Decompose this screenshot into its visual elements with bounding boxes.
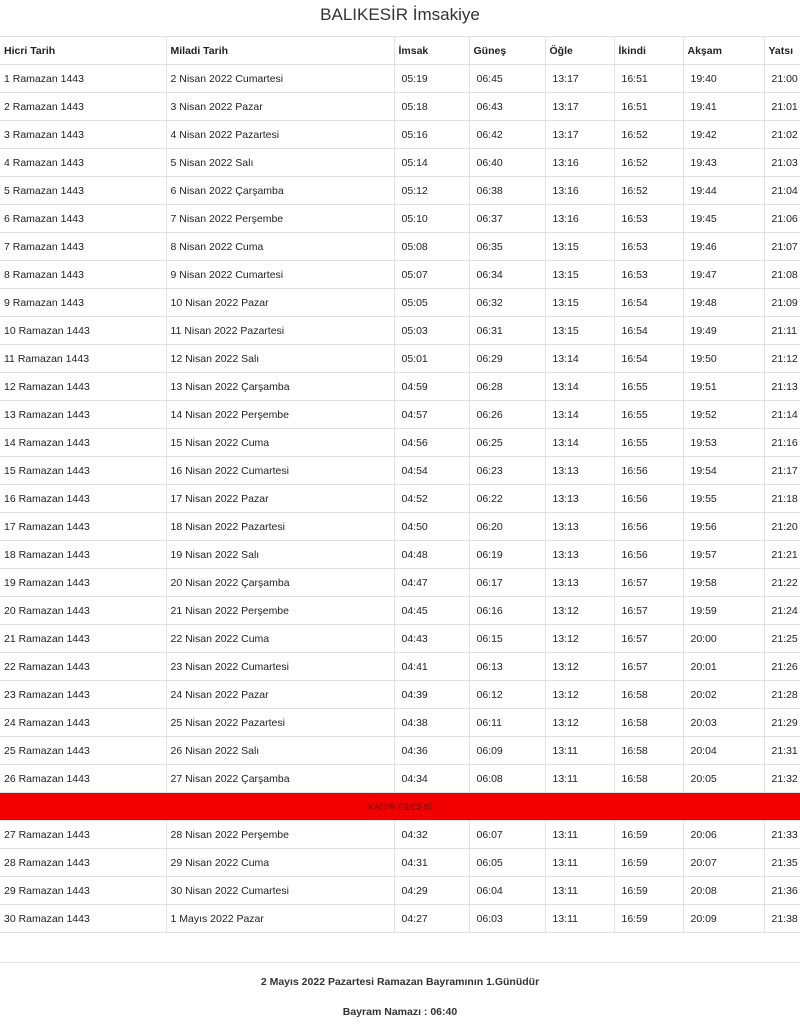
cell-hicri-tarih: 8 Ramazan 1443 [0,261,166,289]
table-row [0,877,800,905]
cell-gunes: 06:20 [469,513,545,541]
cell-ogle: 13:14 [545,401,614,429]
cell-aksam: 19:41 [683,93,764,121]
cell-miladi-tarih: 3 Nisan 2022 Pazar [166,93,394,121]
cell-yatsi: 21:32 [764,765,800,793]
cell-ogle: 13:15 [545,289,614,317]
cell-hicri-tarih: 18 Ramazan 1443 [0,541,166,569]
cell-ikindi: 16:52 [614,121,683,149]
table-row [0,205,800,233]
cell-ogle: 13:12 [545,681,614,709]
cell-hicri-tarih: 5 Ramazan 1443 [0,177,166,205]
cell-yatsi: 21:20 [764,513,800,541]
cell-ikindi: 16:56 [614,513,683,541]
cell-hicri-tarih: 21 Ramazan 1443 [0,625,166,653]
cell-miladi-tarih: 16 Nisan 2022 Cumartesi [166,457,394,485]
cell-miladi-tarih: 10 Nisan 2022 Pazar [166,289,394,317]
cell-hicri-tarih: 15 Ramazan 1443 [0,457,166,485]
table-row [0,373,800,401]
cell-hicri-tarih: 19 Ramazan 1443 [0,569,166,597]
cell-hicri-tarih: 16 Ramazan 1443 [0,485,166,513]
cell-aksam: 20:06 [683,821,764,849]
cell-ikindi: 16:55 [614,429,683,457]
cell-miladi-tarih: 6 Nisan 2022 Çarşamba [166,177,394,205]
cell-gunes: 06:04 [469,877,545,905]
cell-miladi-tarih: 5 Nisan 2022 Salı [166,149,394,177]
cell-imsak: 05:05 [394,289,469,317]
cell-aksam: 19:48 [683,289,764,317]
cell-yatsi: 21:06 [764,205,800,233]
cell-ikindi: 16:59 [614,905,683,933]
cell-ikindi: 16:58 [614,681,683,709]
cell-yatsi: 21:09 [764,289,800,317]
cell-ikindi: 16:59 [614,849,683,877]
cell-gunes: 06:38 [469,177,545,205]
cell-hicri-tarih: 6 Ramazan 1443 [0,205,166,233]
cell-aksam: 19:49 [683,317,764,345]
cell-aksam: 19:44 [683,177,764,205]
table-row [0,709,800,737]
cell-yatsi: 21:02 [764,121,800,149]
kadir-gecesi-row [0,793,800,821]
cell-aksam: 19:47 [683,261,764,289]
cell-hicri-tarih: 26 Ramazan 1443 [0,765,166,793]
cell-hicri-tarih: 28 Ramazan 1443 [0,849,166,877]
cell-imsak: 04:31 [394,849,469,877]
cell-imsak: 04:43 [394,625,469,653]
cell-imsak: 04:50 [394,513,469,541]
cell-yatsi: 21:25 [764,625,800,653]
cell-ikindi: 16:57 [614,625,683,653]
cell-hicri-tarih: 14 Ramazan 1443 [0,429,166,457]
cell-ikindi: 16:57 [614,569,683,597]
table-row [0,737,800,765]
table-row [0,429,800,457]
cell-aksam: 19:45 [683,205,764,233]
cell-hicri-tarih: 25 Ramazan 1443 [0,737,166,765]
cell-imsak: 04:41 [394,653,469,681]
cell-imsak: 04:38 [394,709,469,737]
cell-aksam: 20:02 [683,681,764,709]
cell-miladi-tarih: 13 Nisan 2022 Çarşamba [166,373,394,401]
cell-ikindi: 16:51 [614,65,683,93]
cell-ikindi: 16:53 [614,205,683,233]
cell-aksam: 19:59 [683,597,764,625]
cell-ogle: 13:14 [545,345,614,373]
cell-gunes: 06:12 [469,681,545,709]
cell-gunes: 06:29 [469,345,545,373]
cell-gunes: 06:05 [469,849,545,877]
cell-ogle: 13:14 [545,429,614,457]
cell-yatsi: 21:21 [764,541,800,569]
table-body [0,65,800,793]
cell-ikindi: 16:52 [614,177,683,205]
table-row [0,401,800,429]
column-header-miladi-tarih: Miladi Tarih [166,37,394,65]
cell-hicri-tarih: 9 Ramazan 1443 [0,289,166,317]
table-row [0,93,800,121]
cell-aksam: 19:53 [683,429,764,457]
cell-gunes: 06:08 [469,765,545,793]
cell-gunes: 06:43 [469,93,545,121]
cell-hicri-tarih: 7 Ramazan 1443 [0,233,166,261]
cell-yatsi: 21:13 [764,373,800,401]
imsakiye-table [0,36,800,933]
cell-gunes: 06:19 [469,541,545,569]
cell-gunes: 06:25 [469,429,545,457]
cell-gunes: 06:09 [469,737,545,765]
cell-imsak: 05:14 [394,149,469,177]
cell-gunes: 06:28 [469,373,545,401]
cell-gunes: 06:16 [469,597,545,625]
cell-gunes: 06:34 [469,261,545,289]
cell-ogle: 13:12 [545,653,614,681]
cell-ogle: 13:11 [545,821,614,849]
cell-imsak: 04:57 [394,401,469,429]
cell-aksam: 20:01 [683,653,764,681]
cell-miladi-tarih: 19 Nisan 2022 Salı [166,541,394,569]
cell-aksam: 19:51 [683,373,764,401]
bayram-namazi: Bayram Namazı : 06:40 [342,1006,458,1018]
cell-imsak: 04:56 [394,429,469,457]
cell-ikindi: 16:53 [614,233,683,261]
cell-ogle: 13:11 [545,849,614,877]
cell-hicri-tarih: 17 Ramazan 1443 [0,513,166,541]
cell-miladi-tarih: 28 Nisan 2022 Perşembe [166,821,394,849]
cell-imsak: 04:29 [394,877,469,905]
cell-gunes: 06:22 [469,485,545,513]
cell-ikindi: 16:51 [614,93,683,121]
cell-ikindi: 16:53 [614,261,683,289]
table-row [0,289,800,317]
cell-miladi-tarih: 14 Nisan 2022 Perşembe [166,401,394,429]
cell-ogle: 13:11 [545,737,614,765]
cell-ogle: 13:16 [545,177,614,205]
cell-ogle: 13:11 [545,905,614,933]
cell-gunes: 06:42 [469,121,545,149]
cell-yatsi: 21:12 [764,345,800,373]
cell-gunes: 06:31 [469,317,545,345]
cell-yatsi: 21:07 [764,233,800,261]
cell-yatsi: 21:33 [764,821,800,849]
cell-ikindi: 16:54 [614,317,683,345]
table-row [0,513,800,541]
cell-miladi-tarih: 29 Nisan 2022 Cuma [166,849,394,877]
cell-hicri-tarih: 22 Ramazan 1443 [0,653,166,681]
cell-aksam: 19:46 [683,233,764,261]
cell-ogle: 13:16 [545,205,614,233]
column-header-gunes: Güneş [469,37,545,65]
cell-imsak: 05:16 [394,121,469,149]
cell-hicri-tarih: 27 Ramazan 1443 [0,821,166,849]
cell-yatsi: 21:29 [764,709,800,737]
cell-aksam: 20:04 [683,737,764,765]
cell-aksam: 20:05 [683,765,764,793]
table-row [0,905,800,933]
cell-ikindi: 16:56 [614,457,683,485]
cell-ikindi: 16:55 [614,401,683,429]
cell-yatsi: 21:00 [764,65,800,93]
cell-ogle: 13:14 [545,373,614,401]
cell-ogle: 13:17 [545,121,614,149]
cell-yatsi: 21:38 [764,905,800,933]
cell-imsak: 05:08 [394,233,469,261]
table-row [0,261,800,289]
cell-ogle: 13:12 [545,597,614,625]
cell-yatsi: 21:36 [764,877,800,905]
cell-yatsi: 21:14 [764,401,800,429]
column-header-yatsi: Yatsı [764,37,800,65]
cell-ogle: 13:13 [545,485,614,513]
cell-hicri-tarih: 20 Ramazan 1443 [0,597,166,625]
cell-imsak: 05:10 [394,205,469,233]
cell-ikindi: 16:55 [614,373,683,401]
cell-hicri-tarih: 13 Ramazan 1443 [0,401,166,429]
cell-gunes: 06:17 [469,569,545,597]
table-row [0,65,800,93]
table-row [0,177,800,205]
cell-yatsi: 21:31 [764,737,800,765]
cell-gunes: 06:11 [469,709,545,737]
cell-yatsi: 21:08 [764,261,800,289]
table-row [0,625,800,653]
cell-hicri-tarih: 30 Ramazan 1443 [0,905,166,933]
cell-ikindi: 16:54 [614,345,683,373]
cell-miladi-tarih: 9 Nisan 2022 Cumartesi [166,261,394,289]
cell-hicri-tarih: 11 Ramazan 1443 [0,345,166,373]
table-row [0,653,800,681]
cell-ogle: 13:11 [545,877,614,905]
cell-ogle: 13:12 [545,625,614,653]
cell-yatsi: 21:22 [764,569,800,597]
cell-aksam: 20:09 [683,905,764,933]
cell-imsak: 05:01 [394,345,469,373]
cell-ogle: 13:13 [545,541,614,569]
table-row [0,849,800,877]
cell-gunes: 06:40 [469,149,545,177]
cell-miladi-tarih: 18 Nisan 2022 Pazartesi [166,513,394,541]
cell-imsak: 05:03 [394,317,469,345]
cell-miladi-tarih: 12 Nisan 2022 Salı [166,345,394,373]
cell-miladi-tarih: 27 Nisan 2022 Çarşamba [166,765,394,793]
cell-yatsi: 21:16 [764,429,800,457]
cell-gunes: 06:23 [469,457,545,485]
cell-aksam: 19:52 [683,401,764,429]
cell-hicri-tarih: 12 Ramazan 1443 [0,373,166,401]
column-header-ikindi: İkindi [614,37,683,65]
cell-miladi-tarih: 17 Nisan 2022 Pazar [166,485,394,513]
cell-ikindi: 16:58 [614,709,683,737]
cell-ogle: 13:12 [545,709,614,737]
cell-hicri-tarih: 4 Ramazan 1443 [0,149,166,177]
cell-ikindi: 16:52 [614,149,683,177]
cell-miladi-tarih: 11 Nisan 2022 Pazartesi [166,317,394,345]
cell-aksam: 20:03 [683,709,764,737]
table-row [0,541,800,569]
cell-miladi-tarih: 7 Nisan 2022 Perşembe [166,205,394,233]
cell-miladi-tarih: 2 Nisan 2022 Cumartesi [166,65,394,93]
cell-gunes: 06:37 [469,205,545,233]
cell-hicri-tarih: 24 Ramazan 1443 [0,709,166,737]
cell-gunes: 06:32 [469,289,545,317]
cell-ogle: 13:15 [545,317,614,345]
cell-aksam: 20:00 [683,625,764,653]
cell-aksam: 19:58 [683,569,764,597]
cell-imsak: 04:52 [394,485,469,513]
cell-ogle: 13:17 [545,65,614,93]
cell-miladi-tarih: 20 Nisan 2022 Çarşamba [166,569,394,597]
cell-hicri-tarih: 3 Ramazan 1443 [0,121,166,149]
cell-imsak: 04:39 [394,681,469,709]
table-row [0,233,800,261]
cell-miladi-tarih: 23 Nisan 2022 Cumartesi [166,653,394,681]
cell-imsak: 05:12 [394,177,469,205]
cell-gunes: 06:13 [469,653,545,681]
cell-ogle: 13:13 [545,513,614,541]
cell-aksam: 20:07 [683,849,764,877]
table-row [0,457,800,485]
page-title: BALIKESİR İmsakiye [320,5,480,24]
cell-ikindi: 16:57 [614,597,683,625]
column-header-ogle: Öğle [545,37,614,65]
cell-aksam: 19:42 [683,121,764,149]
cell-yatsi: 21:04 [764,177,800,205]
cell-ikindi: 16:57 [614,653,683,681]
cell-miladi-tarih: 15 Nisan 2022 Cuma [166,429,394,457]
bayram-note: 2 Mayıs 2022 Pazartesi Ramazan Bayramının 1.Günüdür [260,976,540,988]
table-row [0,121,800,149]
cell-ikindi: 16:54 [614,289,683,317]
cell-aksam: 19:50 [683,345,764,373]
table-row [0,485,800,513]
cell-miladi-tarih: 30 Nisan 2022 Cumartesi [166,877,394,905]
cell-ogle: 13:16 [545,149,614,177]
cell-miladi-tarih: 22 Nisan 2022 Cuma [166,625,394,653]
table-row [0,345,800,373]
cell-yatsi: 21:03 [764,149,800,177]
cell-ogle: 13:13 [545,569,614,597]
cell-imsak: 05:19 [394,65,469,93]
cell-miladi-tarih: 26 Nisan 2022 Salı [166,737,394,765]
cell-aksam: 20:08 [683,877,764,905]
cell-yatsi: 21:26 [764,653,800,681]
cell-hicri-tarih: 23 Ramazan 1443 [0,681,166,709]
cell-gunes: 06:15 [469,625,545,653]
cell-imsak: 04:59 [394,373,469,401]
cell-imsak: 04:47 [394,569,469,597]
cell-hicri-tarih: 2 Ramazan 1443 [0,93,166,121]
cell-ikindi: 16:59 [614,821,683,849]
cell-ogle: 13:17 [545,93,614,121]
table-row [0,821,800,849]
cell-hicri-tarih: 1 Ramazan 1443 [0,65,166,93]
cell-imsak: 04:32 [394,821,469,849]
cell-imsak: 04:27 [394,905,469,933]
table-row [0,317,800,345]
cell-yatsi: 21:28 [764,681,800,709]
cell-imsak: 04:45 [394,597,469,625]
cell-ikindi: 16:59 [614,877,683,905]
cell-imsak: 04:48 [394,541,469,569]
cell-imsak: 04:34 [394,765,469,793]
cell-miladi-tarih: 25 Nisan 2022 Pazartesi [166,709,394,737]
cell-yatsi: 21:35 [764,849,800,877]
cell-hicri-tarih: 29 Ramazan 1443 [0,877,166,905]
cell-gunes: 06:03 [469,905,545,933]
cell-aksam: 19:54 [683,457,764,485]
kadir-gecesi-section [0,793,800,821]
table-row [0,569,800,597]
table-row [0,597,800,625]
cell-ogle: 13:15 [545,233,614,261]
kadir-gecesi-label: KADİR GECESİ [0,793,800,821]
cell-hicri-tarih: 10 Ramazan 1443 [0,317,166,345]
table-row [0,149,800,177]
column-header-aksam: Akşam [683,37,764,65]
cell-ikindi: 16:58 [614,737,683,765]
cell-gunes: 06:26 [469,401,545,429]
cell-yatsi: 21:11 [764,317,800,345]
cell-yatsi: 21:17 [764,457,800,485]
cell-aksam: 19:56 [683,513,764,541]
cell-imsak: 05:18 [394,93,469,121]
cell-ogle: 13:11 [545,765,614,793]
column-header-hicri-tarih: Hicri Tarih [0,37,166,65]
cell-gunes: 06:45 [469,65,545,93]
cell-miladi-tarih: 24 Nisan 2022 Pazar [166,681,394,709]
cell-gunes: 06:07 [469,821,545,849]
cell-miladi-tarih: 21 Nisan 2022 Perşembe [166,597,394,625]
cell-ikindi: 16:56 [614,541,683,569]
cell-aksam: 19:57 [683,541,764,569]
cell-yatsi: 21:01 [764,93,800,121]
table-row [0,765,800,793]
cell-ikindi: 16:58 [614,765,683,793]
cell-miladi-tarih: 4 Nisan 2022 Pazartesi [166,121,394,149]
cell-yatsi: 21:24 [764,597,800,625]
cell-imsak: 05:07 [394,261,469,289]
cell-gunes: 06:35 [469,233,545,261]
cell-miladi-tarih: 1 Mayıs 2022 Pazar [166,905,394,933]
cell-ogle: 13:13 [545,457,614,485]
table-header-row [0,37,800,65]
cell-aksam: 19:40 [683,65,764,93]
cell-ikindi: 16:56 [614,485,683,513]
cell-ogle: 13:15 [545,261,614,289]
table-body-after [0,821,800,933]
footer [0,962,800,1022]
cell-aksam: 19:55 [683,485,764,513]
cell-imsak: 04:54 [394,457,469,485]
cell-aksam: 19:43 [683,149,764,177]
cell-imsak: 04:36 [394,737,469,765]
table-row [0,681,800,709]
cell-yatsi: 21:18 [764,485,800,513]
column-header-imsak: İmsak [394,37,469,65]
cell-miladi-tarih: 8 Nisan 2022 Cuma [166,233,394,261]
